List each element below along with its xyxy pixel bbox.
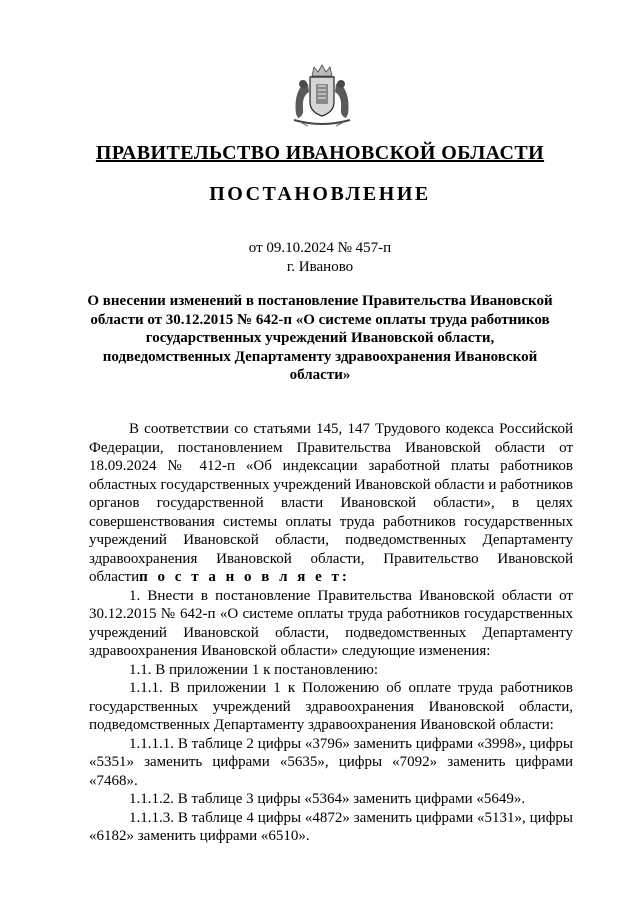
document-body — [89, 420, 573, 846]
paragraph-1-1-1-2: 1.1.1.2. В таблице 3 цифры «5364» заменить цифрами «5649». — [129, 791, 526, 807]
coat-of-arms-icon — [288, 62, 356, 128]
paragraph-1-1-1-3: 1.1.1.3. В таблице 4 цифры «4872» заменить цифрами «5131», цифры «6182» заменить цифрами «6510». — [89, 809, 573, 844]
preamble-paragraph — [89, 420, 573, 587]
document-type: ПОСТАНОВЛЕНИЕ — [209, 183, 431, 205]
city: г. Иваново — [286, 259, 354, 275]
preamble-text: В соответствии со статьями 145, 147 Трудового кодекса Российской Федерации, постановлением Правительства Ивановской области от 18.09.2024 № 412-п «Об индексации заработной платы работников областных государственных учреждений Ивановской области и работников органов государственной власти Ивановской области», в целях совершенствования системы оплаты труда работников государственных учреждений Ивановской области, подведомственных Департаменту здравоохранения Ивановской области, Правительство Ивановской области — [89, 421, 573, 585]
date-and-number: от 09.10.2024 № 457-п — [248, 240, 392, 256]
paragraph-1-1: 1.1. В приложении 1 к постановлению: — [129, 661, 379, 678]
paragraph-1-1-1: 1.1.1. В приложении 1 к Положению об оплате труда работников государственных учреждений здравоохранения Ивановской области, подведомственных Департаменту здравоохранения Ивановской области: — [89, 680, 573, 733]
resolves-word: п о с т а н о в л я е т: — [139, 569, 350, 585]
paragraph-1-1-1-1: 1.1.1.1. В таблице 2 цифры «3796» заменить цифрами «3998», цифры «5351» заменить цифрами «5635», цифры «7092» заменить цифрами «7468». — [89, 735, 573, 789]
document-title: О внесении изменений в постановление Правительства Ивановской области от 30.12.2015 № 642-п «О системе оплаты труда работников государственных учреждений Ивановской области, подведомственных Департаменту здравоохранения Ивановской области» — [87, 293, 553, 383]
government-name: ПРАВИТЕЛЬСТВО ИВАНОВСКОЙ ОБЛАСТИ — [95, 142, 545, 164]
paragraph-1: 1. Внести в постановление Правительства Ивановской области от 30.12.2015 № 642-п «О системе оплаты труда работников государственных учреждений Ивановской области, подведомственных Департаменту здравоохранения Ивановской области» следующие изменения: — [89, 587, 573, 659]
